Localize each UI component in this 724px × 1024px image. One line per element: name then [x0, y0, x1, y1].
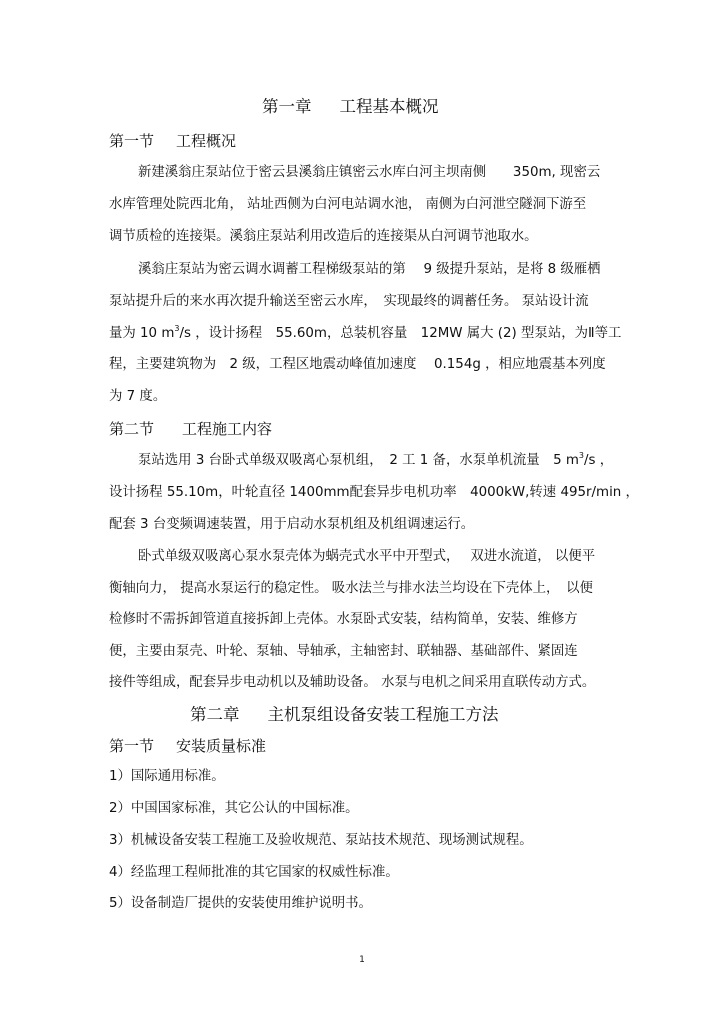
paragraph-3-line-3: 配套 3 台变频调速装置，用于启动水泵机组及机组调速运行。	[109, 517, 475, 532]
section-2-1-heading	[109, 736, 266, 756]
chapter-1-number: 第一章	[262, 97, 312, 116]
paragraph-2-line-2: 泵站提升后的来水再次提升输送至密云水库， 实现最终的调蓄任务。 泵站设计流	[109, 294, 589, 309]
list-item: 2）中国国家标准，其它公认的中国标准。	[109, 801, 359, 816]
chapter-2-number: 第二章	[190, 705, 240, 724]
section-1-1-title: 工程概况	[176, 132, 237, 150]
section-1-2-number: 第二节	[109, 420, 155, 438]
paragraph-1-line-3: 调节质检的连接渠。溪翁庄泵站利用改造后的连接渠从白河调节池取水。	[109, 229, 538, 244]
chapter-2-title: 主机泵组设备安装工程施工方法	[267, 705, 499, 724]
chapter-1-title: 工程基本概况	[339, 97, 439, 116]
section-1-1-number: 第一节	[109, 132, 155, 150]
paragraph-4-line-1: 卧式单级双吸离心泵水泵壳体为蜗壳式水平中开型式， 双进水流道， 以便平	[138, 549, 596, 564]
section-1-2-title: 工程施工内容	[182, 420, 273, 438]
paragraph-3-line-1	[138, 452, 613, 470]
paragraph-2-line-3	[109, 325, 621, 343]
list-item: 1）国际通用标准。	[109, 769, 225, 784]
flow-rate-text: 量为 10 m	[109, 326, 175, 341]
paragraph-3-line-2: 设计扬程 55.10m，叶轮直径 1400mm配套异步电机功率 4000kW,转速 495r/min ，	[109, 485, 639, 500]
superscript: 3	[578, 451, 584, 460]
superscript: 3	[174, 324, 180, 333]
paragraph-2-line-1: 溪翁庄泵站为密云调水调蓄工程梯级泵站的第 9 级提升泵站，是将 8 级雁栖	[138, 262, 601, 277]
list-item: 5）设备制造厂提供的安装使用维护说明书。	[109, 896, 372, 911]
paragraph-4-line-2: 衡轴向力， 提高水泵运行的稳定性。 吸水法兰与排水法兰均设在下壳体上， 以便	[109, 581, 593, 596]
paragraph-2-line-5: 为 7 度。	[109, 389, 167, 404]
section-2-1-number: 第一节	[109, 737, 155, 755]
page-number: 1	[359, 955, 365, 965]
list-item: 4）经监理工程师批准的其它国家的权威性标准。	[109, 865, 399, 880]
chapter-2-heading	[190, 704, 499, 726]
pump-text-end: /s ，	[584, 453, 614, 468]
paragraph-1-line-2: 水库管理处院西北角， 站址西侧为白河电站调水池， 南侧为白河泄空隧洞下游至	[109, 197, 587, 212]
list-item: 3）机械设备安装工程施工及验收规范、泵站技术规范、现场测试规程。	[109, 833, 533, 848]
paragraph-2-line-4: 程，主要建筑物为 2 级，工程区地震动峰值加速度 0.154g ，相应地震基本列度	[109, 357, 606, 372]
paragraph-4-line-3: 检修时不需拆卸管道直接拆卸上壳体。水泵卧式安装，结构简单，安装、维修方	[109, 612, 578, 627]
section-1-1-heading	[109, 131, 236, 151]
pump-text: 泵站选用 3 台卧式单级双吸离心泵机组， 2 工 1 备，水泵单机流量 5 m	[138, 453, 579, 468]
paragraph-4-line-4: 便，主要由泵壳、叶轮、泵轴、导轴承，主轴密封、联轴器、基础部件、紧固连	[109, 644, 578, 659]
section-1-2-heading	[109, 419, 272, 439]
head-text: /s ，设计扬程 55.60m，总装机容量 12MW 属大 (2) 型泵站，为Ⅱ等工	[179, 326, 622, 341]
chapter-1-heading	[262, 96, 439, 118]
paragraph-4-line-5: 接件等组成，配套异步电动机以及辅助设备。 水泵与电机之间采用直联传动方式。	[109, 675, 596, 690]
section-2-1-title: 安装质量标准	[176, 737, 267, 755]
paragraph-1-line-1: 新建溪翁庄泵站位于密云县溪翁庄镇密云水库白河主坝南侧 350m, 现密云	[138, 165, 601, 180]
